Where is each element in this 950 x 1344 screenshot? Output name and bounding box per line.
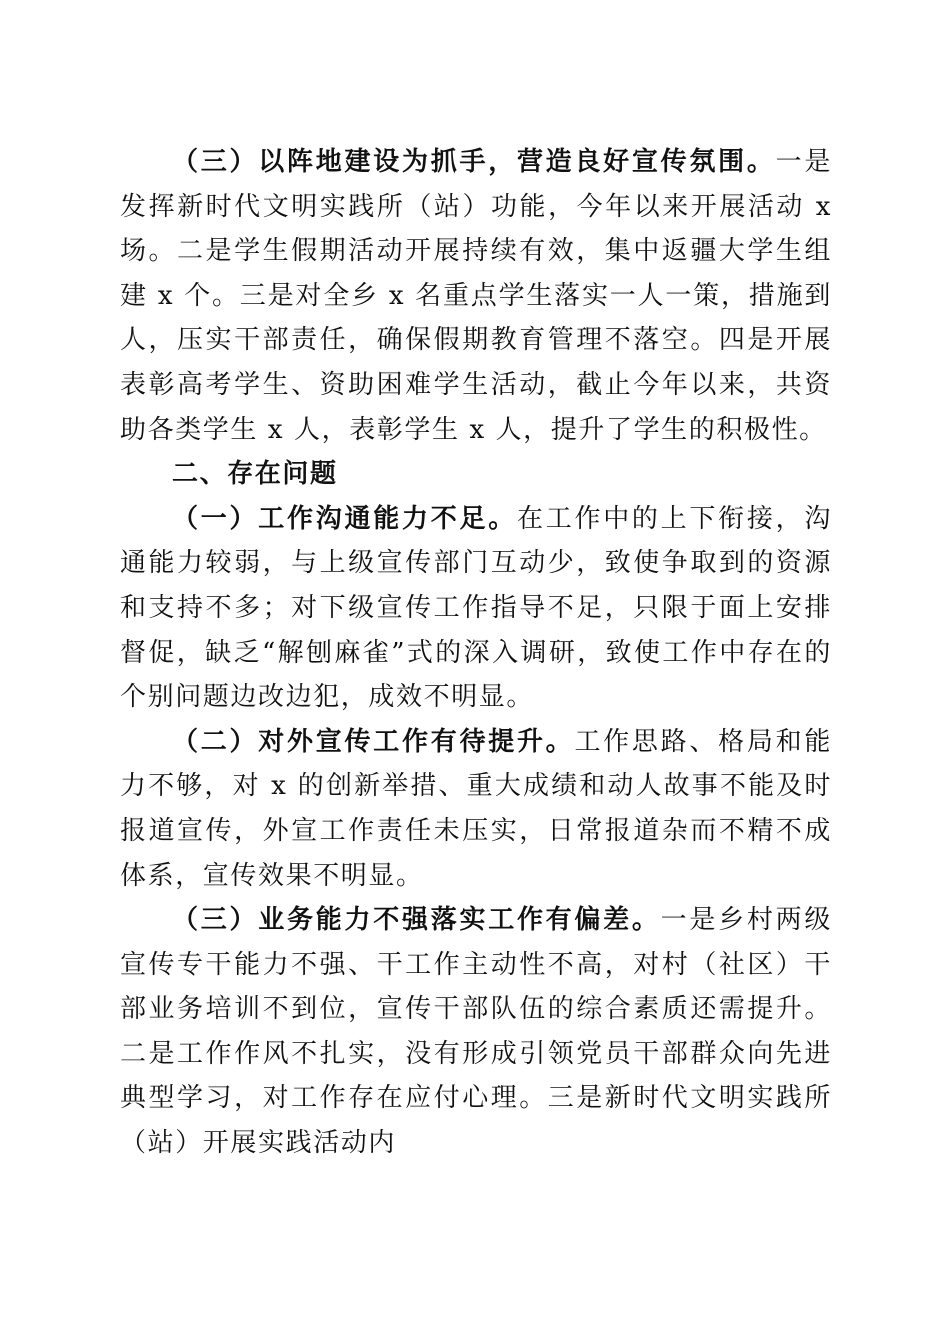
paragraph-body: 一是发挥新时代文明实践所（站）功能，今年以来开展活动 x 场。二是学生假期活动开展持续有效，集中返疆大学生组建 x 个。三是对全乡 x 名重点学生落实一人一策，措施到人，压实干部责任，确保假期教育管理不落空。四是开展表彰高考学生、资助困难学生活动，截止今年以来，共资助各类学生 x 人，表彰学生 x 人，提升了学生的积极性。 [120,147,833,445]
paragraph-publicity-base [120,140,832,452]
section-heading-problems: 二、存在问题 [172,459,338,490]
paragraph-external-publicity [120,720,832,898]
document-page [120,140,832,1166]
paragraph-lead: （三）以阵地建设为抓手，营造良好宣传氛围。 [172,147,776,177]
paragraph-body: 工作思路、格局和能力不够，对 x 的创新举措、重大成绩和动人故事不能及时报道宣传，外宣工作责任未压实，日常报道杂而不精不成体系，宣传效果不明显。 [120,726,832,891]
paragraph-body: 在工作中的上下衔接，沟通能力较弱，与上级宣传部门互动少，致使争取到的资源和支持不多；对下级宣传工作指导不足，只限于面上安排督促，缺乏“解刨麻雀”式的深入调研，致使工作中存在的个别问题边改边犯，成效不明显。 [120,503,833,713]
paragraph-lead: （一）工作沟通能力不足。 [172,503,517,534]
paragraph-lead: （二）对外宣传工作有待提升。 [172,726,575,757]
paragraph-communication [120,497,832,720]
paragraph-body: 一是乡村两级宣传专干能力不强、干工作主动性不高，对村（社区）干部业务培训不到位，宣传干部队伍的综合素质还需提升。二是工作作风不扎实，没有形成引领党员干部群众向先进典型学习，对工作存在应付心理。三是新时代文明实践所（站）开展实践活动内 [120,905,832,1159]
paragraph-business-ability [120,898,832,1166]
paragraph-lead: （三）业务能力不强落实工作有偏差。 [172,905,661,936]
